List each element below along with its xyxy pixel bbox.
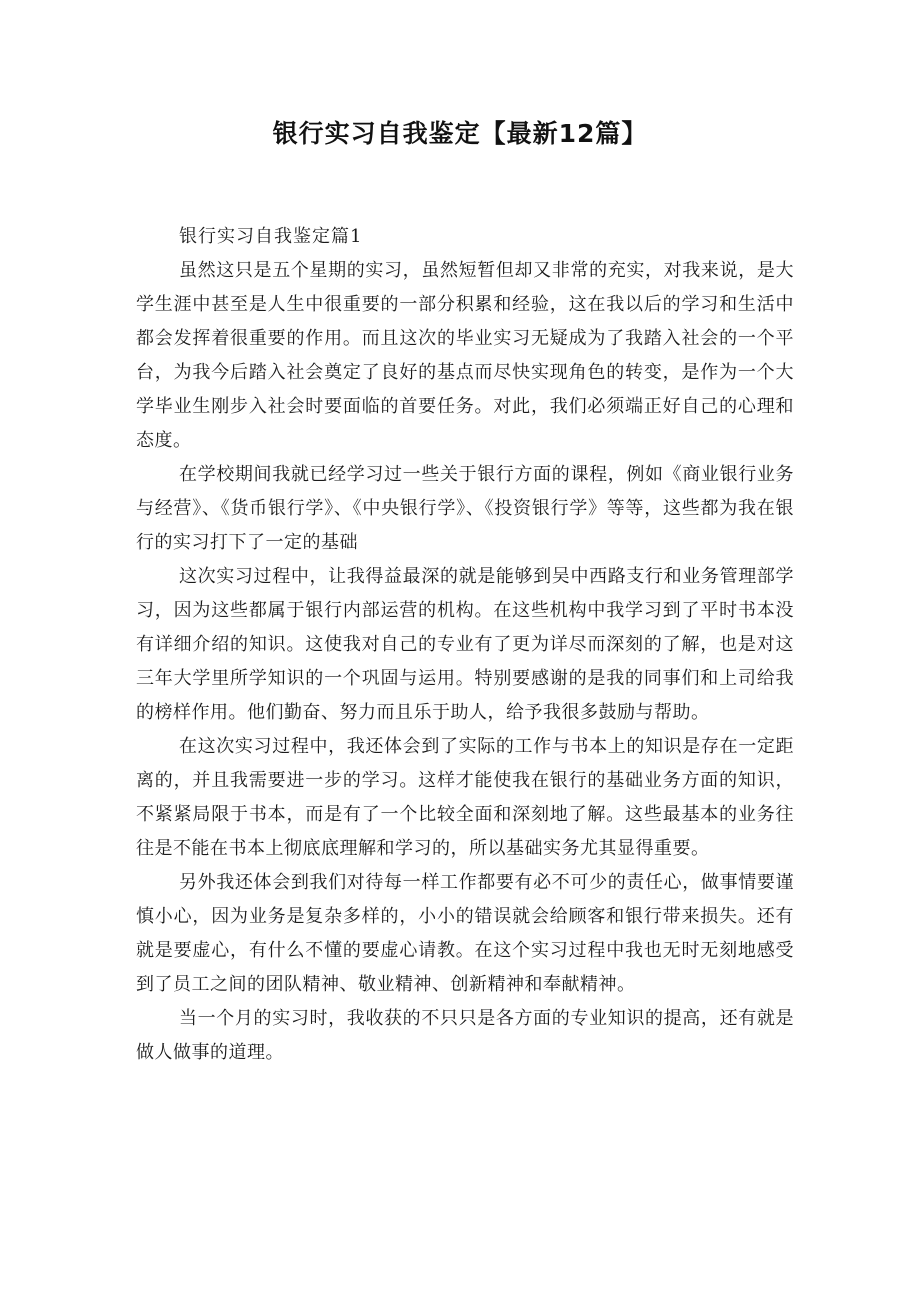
paragraph-1: 虽然这只是五个星期的实习，虽然短暂但却又非常的充实，对我来说，是大学生涯中甚至是人生中很重要的一部分积累和经验，这在我以后的学习和生活中都会发挥着很重要的作用。而且这次的毕业实习无疑成为了我踏入社会的一个平台，为我今后踏入社会奠定了良好的基点而尽快实现角色的转变，是作为一个大学毕业生刚步入社会时要面临的首要任务。对此，我们必须端正好自己的心理和态度。 — [136, 260, 794, 451]
document-body — [136, 220, 794, 1070]
paragraph-4: 在这次实习过程中，我还体会到了实际的工作与书本上的知识是存在一定距离的，并且我需要进一步的学习。这样才能使我在银行的基础业务方面的知识，不紧紧局限于书本，而是有了一个比较全面和深刻地了解。这些最基本的业务往往是不能在书本上彻底底理解和学习的，所以基础实务尤其显得重要。 — [136, 736, 794, 859]
section-heading: 银行实习自我鉴定篇1 — [179, 226, 363, 247]
paragraph-3: 这次实习过程中，让我得益最深的就是能够到吴中西路支行和业务管理部学习，因为这些都属于银行内部运营的机构。在这些机构中我学习到了平时书本没有详细介绍的知识。这使我对自己的专业有了更为详尽而深刻的了解，也是对这三年大学里所学知识的一个巩固与运用。特别要感谢的是我的同事们和上司给我的榜样作用。他们勤奋、努力而且乐于助人，给予我很多鼓励与帮助。 — [136, 566, 794, 723]
paragraph-2: 在学校期间我就已经学习过一些关于银行方面的课程，例如《商业银行业务与经营》、《货币银行学》、《中央银行学》、《投资银行学》等等，这些都为我在银行的实习打下了一定的基础 — [136, 464, 794, 553]
paragraph-6: 当一个月的实习时，我收获的不只只是各方面的专业知识的提高，还有就是做人做事的道理。 — [136, 1008, 794, 1063]
paragraph-5: 另外我还体会到我们对待每一样工作都要有必不可少的责任心，做事情要谨慎小心，因为业务是复杂多样的，小小的错误就会给顾客和银行带来损失。还有就是要虚心，有什么不懂的要虚心请教。在这个实习过程中我也无时无刻地感受到了员工之间的团队精神、敬业精神、创新精神和奉献精神。 — [136, 872, 794, 995]
document-title: 银行实习自我鉴定【最新12篇】 — [272, 119, 648, 148]
